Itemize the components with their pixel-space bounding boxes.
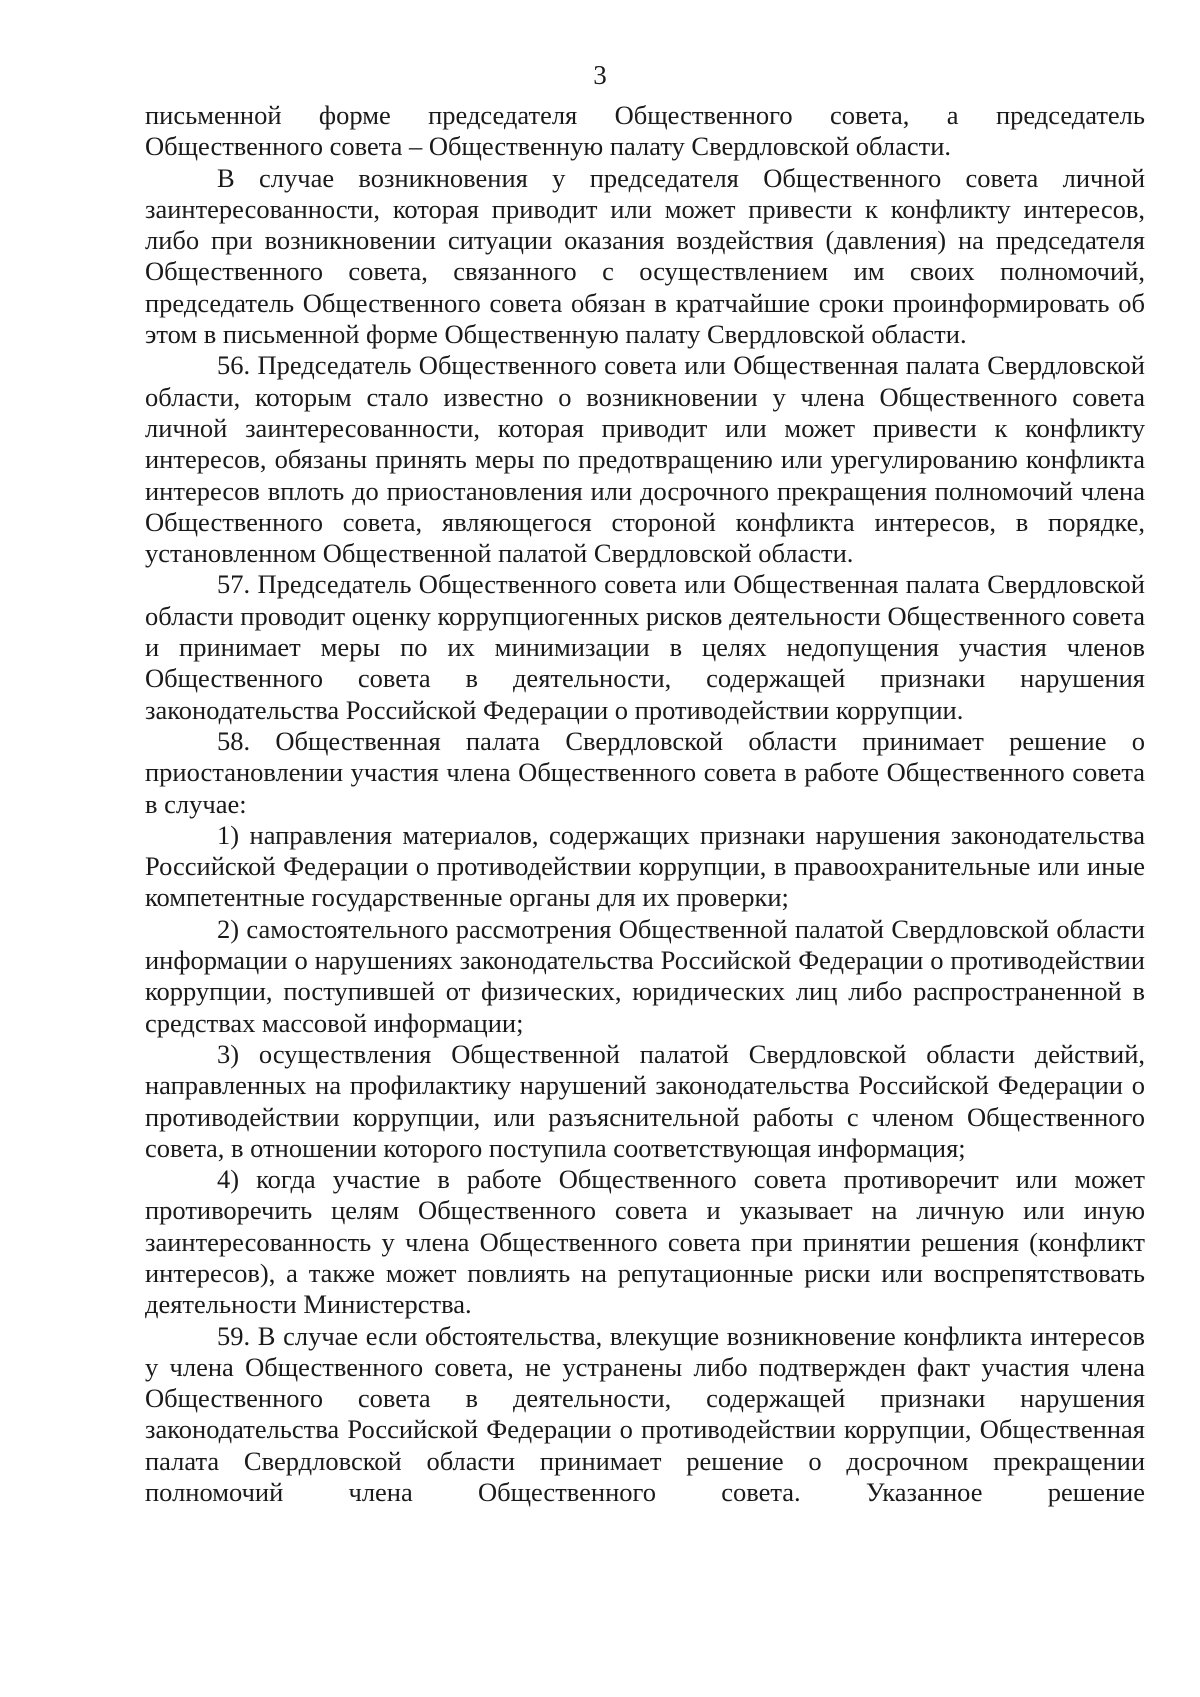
document-body [145,100,1145,1508]
paragraph-56: 56. Председатель Общественного совета или Общественная палата Свердловской области, которым стало известно о возникновении у члена Общественного совета личной заинтересованности, которая приводит или может привести к конфликту интересов, обязаны принять меры по предотвращению или урегулированию конфликта интересов вплоть до приостановления или досрочного прекращения полномочий члена Общественного совета, являющегося стороной конфликта интересов, в порядке, установленном Общественной палатой Свердловской области. [145,350,1145,569]
list-item-58-2: 2) самостоятельного рассмотрения Общественной палатой Свердловской области информации о нарушениях законодательства Российской Федерации о противодействии коррупции, поступившей от физических, юридических лиц либо распространенной в средствах массовой информации; [145,913,1145,1038]
paragraph-chairman-conflict: В случае возникновения у председателя Общественного совета личной заинтересованности, которая приводит или может привести к конфликту интересов, либо при возникновении ситуации оказания воздействия (давления) на председателя Общественного совета, связанного с осуществлением им своих полномочий, председатель Общественного совета обязан в кратчайшие сроки проинформировать об этом в письменной форме Общественную палату Свердловской области. [145,162,1145,350]
list-item-58-1: 1) направления материалов, содержащих признаки нарушения законодательства Российской Федерации о противодействии коррупции, в правоохранительные или иные компетентные государственные органы для их проверки; [145,819,1145,913]
paragraph-continuation: письменной форме председателя Общественного совета, а председатель Общественного совета – Общественную палату Свердловской области. [145,100,1145,162]
paragraph-59: 59. В случае если обстоятельства, влекущие возникновение конфликта интересов у члена Общественного совета, не устранены либо подтвержден факт участия члена Общественного совета в деятельности, содержащей признаки нарушения законодательства Российской Федерации о противодействии коррупции, Общественная палата Свердловской области принимает решение о досрочном прекращении полномочий члена Общественного совета. Указанное решение [145,1320,1145,1508]
list-item-58-3: 3) осуществления Общественной палатой Свердловской области действий, направленных на профилактику нарушений законодательства Российской Федерации о противодействии коррупции, или разъяснительной работы с членом Общественного совета, в отношении которого поступила соответствующая информация; [145,1038,1145,1163]
paragraph-58: 58. Общественная палата Свердловской области принимает решение о приостановлении участия члена Общественного совета в работе Общественного совета в случае: [145,725,1145,819]
page-number: 3 [593,60,607,90]
paragraph-57: 57. Председатель Общественного совета или Общественная палата Свердловской области проводит оценку коррупциогенных рисков деятельности Общественного совета и принимает меры по их минимизации в целях недопущения участия членов Общественного совета в деятельности, содержащей признаки нарушения законодательства Российской Федерации о противодействии коррупции. [145,569,1145,725]
list-item-58-4: 4) когда участие в работе Общественного совета противоречит или может противоречить целям Общественного совета и указывает на личную или иную заинтересованность у члена Общественного совета при принятии решения (конфликт интересов), а также может повлиять на репутационные риски или воспрепятствовать деятельности Министерства. [145,1164,1145,1320]
